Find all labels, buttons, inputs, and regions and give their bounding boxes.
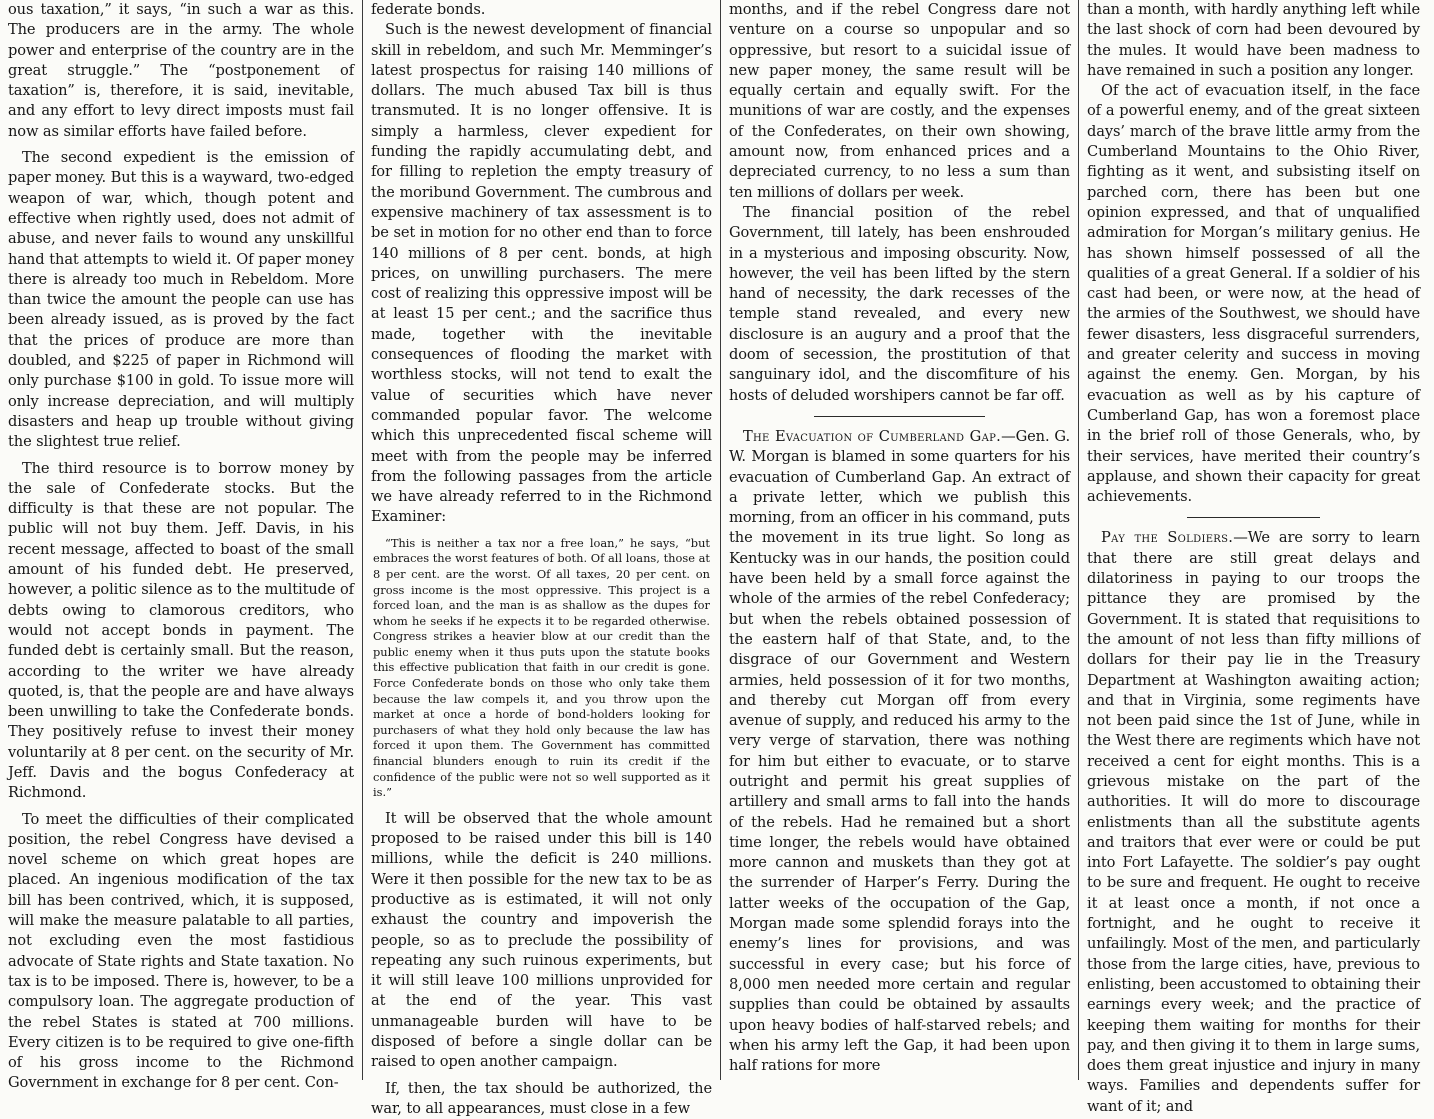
section-divider: [814, 416, 985, 417]
paragraph: The financial position of the rebel Government, till lately, has been enshrouded in a mysterious and imposing obscurity. Now, however, the veil has been lifted by the stern hand of necessity, the dark recesses of the temple stand revealed, and every new disclosure is an augury and a proof that the doom of secession, the prostitution of that sanguinary idol, and the discomfiture of his hosts of deluded worshipers cannot be far off.: [729, 203, 1070, 404]
paragraph: It will be observed that the whole amount proposed to be raised under this bill is 140 millions, while the deficit is 240 millions. Were it then possible for the new tax to be as productive as is estimated, it will not only exhaust the country and impoverish the people, so as to preclude the possibility of repeating any such ruinous experiments, but it will still leave 100 millions unprovided for at the end of the year. This vast unmanageable burden will have to be disposed of before a single dollar can be raised to open another campaign.: [371, 809, 712, 1071]
paragraph: Such is the newest development of financial skill in rebeldom, and such Mr. Memminger’s latest prospectus for raising 140 millions of dollars. The much abused Tax bill is thus transmuted. It is no longer offensive. It is simply a harmless, clever expedient for funding the rapidly accumulating debt, and for filling to repletion the empty treasury of the moribund Government. The cumbrous and expensive machinery of tax assessment is to be set in motion for no other end than to force 140 millions of 8 per cent. bonds, at high prices, on unwilling purchasers. The mere cost of realizing this oppressive impost will be at least 15 per cent.; and the sacrifice thus made, together with the inevitable consequences of flooding the market with worthless stocks, will not tend to exalt the value of securities which have never commanded popular favor. The welcome which this unprecedented fiscal scheme will meet with from the people may be inferred from the following passages from the article we have already referred to in the Richmond Examiner:: [371, 21, 712, 526]
paragraph: months, and if the rebel Congress dare not venture on a course so unpopular and so oppressive, but resort to a suicidal issue of new paper money, the same result will be equally certain and equally swift. For the munitions of war are costly, and the expenses of the Confederates, on their own showing, amount now, from enhanced prices and a depreciated currency, to no less a sum than ten millions of dollars per week.: [729, 1, 1070, 201]
paragraph: Of the act of evacuation itself, in the face of a powerful enemy, and of the great sixteen days’ march of the brave little army from the Cumberland Mountains to the Ohio River, fighting as it went, and subsisting itself on parched corn, there has been but one opinion expressed, and that of unqualified admiration for Morgan’s military genius. He has shown himself possessed of all the qualities of a great General. If a soldier of his cast had been, or were now, at the head of the armies of the Southwest, we should have fewer disasters, less disgraceful surrenders, and greater celerity and success in moving against the enemy. Gen. Morgan, by his evacuation as well as by his capture of Cumberland Gap, has won a foremost place in the brief roll of those Generals, who, by their services, have merited their country’s applause, and shown their capacity for great achievements.: [1087, 82, 1420, 506]
column-4: [1078, 0, 1428, 1115]
article-heading: The Evacuation of Cumberland Gap.: [743, 427, 1002, 445]
article-body: —We are sorry to learn that there are still great delays and dilatoriness in paying to our troops the pittance they are promised by the Government. It is stated that requisitions to the amount of not less than fifty millions of dollars for their pay lie in the Treasury Department at Washington awaiting action; and that in Virginia, some regiments have not been paid since the 1st of June, while in the West there are regiments which have not received a cent for eight months. This is a grievous mistake on the part of the authorities. It will do more to discourage enlistments than all the substitute agents and traitors that ever were or could be put into Fort Lafayette. The soldier’s pay ought to be sure and frequent. He ought to receive it at least once a month, if not once a fortnight, and he ought to receive it unfailingly. Most of the men, and particularly those from the large cities, have, previous to enlisting, been accustomed to obtaining their earnings every week; and the practice of keeping them waiting for months for their pay, and then giving it to them in large sums, does them great injustice and injury in many ways. Families and dependents suffer for want of it; and: [1087, 529, 1420, 1115]
column-1: [6, 0, 362, 1092]
paragraph: federate bonds.: [371, 1, 486, 18]
paragraph: The second expedient is the emission of paper money. But this is a wayward, two-edged weapon of war, which, though potent and effective when rightly used, does not admit of abuse, and never fails to wound any unskillful hand that attempts to wield it. Of paper money there is already too much in Rebeldom. More than twice the amount the people can use has been already issued, as is proved by the fact that the prices of produce are more than doubled, and $225 of paper in Richmond will only purchase $100 in gold. To issue more will only increase depreciation, and will multiply disasters and heap up trouble without giving the slightest true relief.: [8, 149, 354, 451]
column-3: [720, 0, 1078, 1080]
paragraph: To meet the difficulties of their complicated position, the rebel Congress have devised a novel scheme on which great hopes are placed. An ingenious modification of the tax bill has been contrived, which, it is supposed, will make the measure palatable to all parties, not excluding even the most fastidious advocate of State rights and State taxation. No tax is to be imposed. There is, however, to be a compulsory loan. The aggregate production of the rebel States is stated at 700 millions. Every citizen is to be required to give one-fifth of his gross income to the Richmond Government in exchange for 8 per cent. Con-: [8, 810, 354, 1092]
paragraph: than a month, with hardly anything left while the last shock of corn had been devoured by the mules. It would have been madness to have remained in such a position any longer.: [1087, 1, 1420, 79]
article-paragraph: [729, 427, 1070, 1077]
article-body: —Gen. G. W. Morgan is blamed in some quarters for his evacuation of Cumberland Gap. An extract of a private letter, which we publish this morning, from an officer in his command, puts the movement in its true light. So long as Kentucky was in our hands, the position could have been held by a small force against the whole of the armies of the rebel Confederacy; but when the rebels obtained possession of the eastern half of that State, and, to the disgrace of our Government and Western armies, held possession of it for two months, and thereby cut Morgan off from every avenue of supply, and reduced his army to the very verge of starvation, there was nothing for him but either to evacuate, or to starve outright and permit his great supplies of artillery and small arms to fall into the hands of the rebels. Had he remained but a short time longer, the rebels would have obtained more cannon and muskets than they got at the surrender of Harper’s Ferry. During the latter weeks of the occupation of the Gap, Morgan made some splendid forays into the enemy’s lines for provisions, and was successful in every case; but his force of 8,000 men needed more certain and regular supplies than could be obtained by assaults upon heavy bodies of half-starved rebels; and when his army left the Gap, it had been upon half rations for more: [729, 427, 1070, 1075]
paragraph: ous taxation,” it says, “in such a war as this. The producers are in the army. The whole power and enterprise of the country are in the great struggle.” The “postponement of taxation” is, therefore, it is said, inevitable, and any effort to levy direct imposts must fail now as similar efforts have failed before.: [8, 1, 354, 140]
article-paragraph: [1087, 528, 1420, 1117]
article-heading: Pay the Soldiers.: [1101, 529, 1234, 547]
block-quote: “This is neither a tax nor a free loan,” he says, “but embraces the worst features of both. Of all loans, those at 8 per cent. are the worst. Of all taxes, 20 per cent. on gross income is the most oppressive. This project is a forced loan, and the man is as shallow as the dupes for whom he seeks if he expects it to be regarded otherwise. Congress strikes a heavier blow at our credit than the public enemy when it thus puts upon the statute books this effective publication that faith in our credit is gone. Force Confederate bonds on those who only take them because the law compels it, and you throw upon the market at once a horde of bond-holders looking for purchasers of what they hold only because the law has forced it upon them. The Government has committed financial blunders enough to ruin its credit if the confidence of the public were not so well supported as it is.”: [373, 535, 710, 800]
column-2: [362, 0, 720, 1117]
paragraph: If, then, the tax should be authorized, the war, to all appearances, must close in a few: [371, 1079, 712, 1117]
paragraph: The third resource is to borrow money by the sale of Confederate stocks. But the difficulty is that these are not popular. The public will not buy them. Jeff. Davis, in his recent message, affected to boast of the small amount of his funded debt. He preserved, however, a politic silence as to the multitude of debts owing to clamorous creditors, who would not accept bonds in payment. The funded debt is certainly small. But the reason, according to the writer we have already quoted, is, that the people are and have always been unwilling to take the Confederate bonds. They positively refuse to invest their money voluntarily at 8 per cent. on the security of Mr. Jeff. Davis and the bogus Confederacy at Richmond.: [8, 459, 354, 802]
section-divider: [1187, 517, 1320, 518]
